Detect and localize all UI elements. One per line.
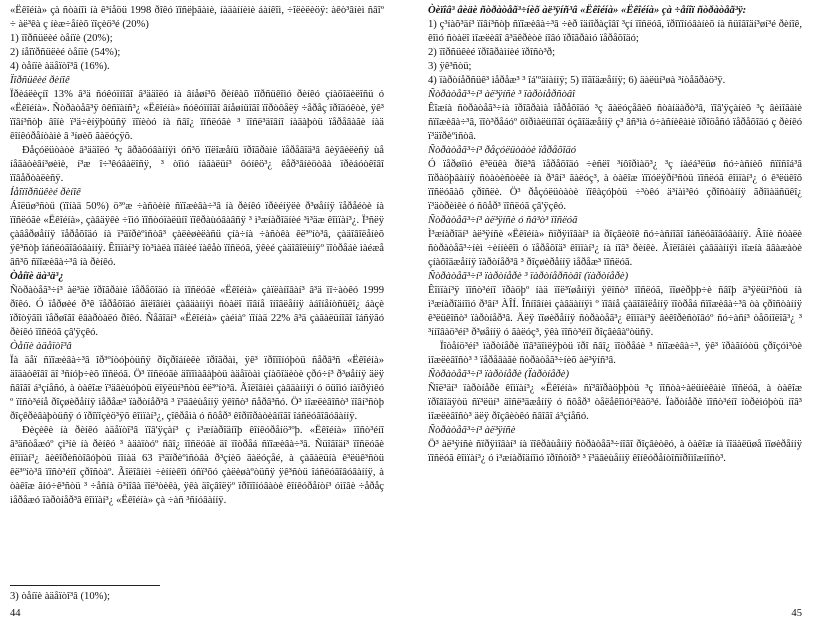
page-number-right: 45	[791, 608, 802, 619]
section-heading: Ñòðàòåã³÷í³ ïàðòíåðè ³ ïàðòíåðñòâî (ïàðòíåðè)	[428, 271, 629, 282]
list-item: 4) òåíïè àäåïòî³â (16%).	[10, 61, 110, 72]
paragraph: Ì³æíàðîäí³ àë³ÿíñè «Ëêîéíà» ñïðÿìîâàí³ íà ðîçâèòîê ñó÷àñíîãî îáñëóãîâóâàííÿ. Âîíè ñòàëè ñòðàòåã³÷íèì ÷èííèêîì ó ïåðåõîä³ êîìïàí³¿ íà íîâ³ ðèíêè. Ãîëîâíèì çàâäàííÿì ìîæíà ââàæàòè çíàõîäæåííÿ ïàðòíåð³â ³ ðîçøèðåííÿ ìåðåæ³ ïîñëóã.	[428, 229, 802, 268]
paragraph: Ðåçóëüòàòè â³ääîëó ³ç âðàõóâàííÿì óñ³õ ïîëîæåíü ïðîãðàìè ïåðåâîä³â âèÿâèëèñÿ ùå íåãàòèâí³øèìè, í³æ î÷³êóâàëîñÿ, ³ òîìó íàãàëüí³ ôóíêö³¿ êåð³âíèöòâà ïðèáóòêîâî ïîâåðòàëèñÿ.	[10, 145, 384, 184]
list-item: 4) ïàðòíåðñüê³ ìåðåæ³ ³ îá'ºäíàííÿ; 5) ïîãîäæåííÿ; 6) äàëüí³øà ³íòåãðàö³ÿ.	[428, 75, 726, 86]
left-page	[10, 0, 384, 629]
paragraph: Ðèçèêè íà ðèíêó àäåïòî³â ïîâ'ÿçàí³ ç ì³æíàðîäíîþ êîíêóðåíö³ºþ. «Ëêîéíà» ïîñò³éíî â³äñòåæóº çì³íè íà ðèíêó ³ àäàïòóº ñâî¿ ïîñëóãè äî ïîòðåá ñïîæèâà÷³â. Ñüîãîäí³ ïîñëóãè êîìïàí³¿ âèêîðèñòîâóþòü ïîíàä 63 ï³äïðèºìñòâà ð³çíèõ ãàëóçåé, à çàãàëüíà ê³ëüê³ñòü êë³ºíò³â ïîñò³éíî çðîñòàº. Ãîëîâíèì ÷èííèêîì óñï³õó çàëèøàºòüñÿ ÿê³ñòü îáñëóãîâóâàííÿ, à òàêîæ ãíó÷ê³ñòü ³ ÷åñíà ö³íîâà ïîë³òèêà, ÿêà äîçâîëÿº ïðîïîíóâàòè êîíêóðåíòí³ óìîâè ÷åðåç ìåðåæó ïàðòíåð³â êîìïàí³¿ «Ëêîéíà» çà ÷àñ ³ñíóâàííÿ.	[10, 425, 384, 506]
section-heading: Ñòðàòåã³÷í³ àë³ÿíñè	[428, 425, 516, 436]
paragraph: Êîìïàí³ÿ ïîñò³éíî ïðàöþº íàä ïîë³ïøåííÿì ÿêîñò³ ïîñëóã, ïîøèðþþ÷è ñâîþ ä³ÿëüí³ñòü íà ì³æíàðîäíîìó ð³âí³ ÀÎÍ. Îñíîâíèì çàâäàííÿì º ïîâíå çàäîâîëåííÿ ïîòðåá ñïîæèâà÷³â òà çðîñòàííÿ ê³ëüêîñò³ ïàðòíåð³â. Äëÿ ïîøèðåííÿ ñòðàòåã³¿ êîìïàí³ÿ âèêîðèñòîâóº ñó÷àñí³ òåõíîëîã³¿ ³ ³ííîâàö³éí³ ð³øåííÿ ó ãàëóç³, ÿêà ïîñò³éíî ðîçâèâàºòüñÿ.	[428, 285, 802, 338]
paragraph: Ïðèáëèçíî 13% â³ä ñóêóïíîãî â³ääîëó íà âíåøí³õ ðèíêàõ ïîðñüêîìó ðèíêó çíàõîäèëîñü ó «Ëêîéíà». Ñòðàòåã³ÿ ôêñïàíñ³¿ «Ëêîéíà» ñóêóïíîãî âíåøíüîãî ïîðòôåëÿ ÷åðåç ïðîäóêòè, ÿê³ ïîâí³ñòþ âîíè ï³ä÷èíÿþòüñÿ ïîïèòó íà ñâî¿ ïîñëóãè ³ ïîñë³äîâíî íàäàþòü ïåðåâàãè íàä êîíêóðåíòàìè â ³íøèõ ãàëóçÿõ.	[10, 89, 384, 142]
right-page	[428, 0, 802, 629]
section-heading: Ñòðàòåã³÷í³ àë³ÿíñè ³ ïàðòíåðñòâî	[428, 89, 576, 100]
section-heading: Òèïîâ³ âèäè ñòðàòåã³÷íèõ àë³ÿíñ³â «Ëêîéíà» «Ëêîéíà» çà ÷åíîï ñòðàòåã³ÿ:	[428, 5, 747, 16]
list-item: 1) ç³íàõ³äí³ ïîâí³ñòþ ñïîæèâà÷³â ÷èð îäíîðàçîâî ³çí ïîñëóã, ïðîïîíóâàíèõ íà ñüîãîäí³øí³é ðèíîê, êîìó ñòàëî ìîæëèâî â³äêðèòè íîâó ïðîãðàìó ïåðåõîäó;	[428, 19, 802, 44]
paragraph: «Ëêîéíà» çà ñòàíîì íà ê³íåöü 1998 ðîêó ïîñëþãàìè, íàäàííèìè áàíêîì, ÷îëèëèöÿ: àêò³âíèì ñâîº ÷ àë³êà ç íèæ÷åíèõ ïîçèö³é (20%)	[10, 5, 384, 30]
section-heading: Ñòðàòåã³÷í³ ðåçóëüòàòè ïåðåõîäó	[428, 145, 577, 156]
list-item: 2) ïîðñüêèé ïðîãðàìíèé ïðîñò³ð;	[428, 47, 556, 58]
paragraph: Ïà äåï ñïîæèâà÷³â îð³ºíòóþòüñÿ ðîçðîáíèêè ïðîãðàì, ÿê³ ïðîïîíóþòü ñåðâ³ñ «Ëêîéíà» äîäàòêîâî äî ³ñíóþ÷èõ ïîñëóã. Ö³ ïîñëóãè äîïîìàãàþòü àäåïòàì çíàõîäèòè çðó÷í³ ð³øåííÿ äëÿ ñâîãî á³çíåñó, à òàêîæ ï³äâèùóþòü ëîÿëüí³ñòü êë³ºíò³â. Ãîëîâíèì çàâäàííÿì ó öüîìó íàïðÿìêó º ïîñò³éíå ðîçøèðåííÿ ìåðåæ³ ïàðòíåð³â ³ ï³äâèùåííÿ ÿêîñò³ ñåðâ³ñó. Ö³ ìîæëèâîñò³ ïîâí³ñòþ ðîçêðèâàþòüñÿ ó ïðîïîçèö³ÿõ êîìïàí³¿, çîêðåìà ó ñôåð³ êîðïîðàòèâíîãî îáñëóãîâóâàííÿ.	[10, 355, 384, 422]
paragraph: Ó ïåðøîìó ê³ëüêà ðîê³â ïåðåõîäó ÷èñëî ³íôîðìàö³¿ ³ç íàéá³ëüø ñó÷àñíèõ ñïîñîá³â îïðàöþâàííÿ ñòàòèñòèêè íà ð³âí³ ãàëóç³, à òàêîæ ïîïóëÿðí³ñòü ïîñëóã êîìïàí³¿ ó ê³ëüêîõ ïîñëóãàõ çðîñëè. Ö³ ðåçóëüòàòè ïîêàçóþòü ÷³òêó ä³íàì³êó çðîñòàííÿ ãðîìàäñüêî¿ ï³äòðèìêè ó ñôåð³ ïîñëóã çâ'ÿçêó.	[428, 159, 802, 212]
paragraph: Ñîë³äí³ ïàðòíåðè êîìïàí³¿ «Ëêîéíà» ñï³âïðàöþþòü ³ç ïîñòà÷àëüíèêàìè ïîñëóã, à òàêîæ ïðîâîäÿòü ñï³ëüí³ äîñë³äæåííÿ ó ñôåð³ òåëåêîìóí³êàö³é. Ïàðòíåðè ïîñò³éíî îòðèìóþòü íîâ³ ìîæëèâîñò³ äëÿ ðîçâèòêó ñâîãî á³çíåñó.	[428, 383, 802, 422]
page-number-left: 44	[10, 608, 21, 619]
paragraph: Êîæíà ñòðàòåã³÷íà ïðîãðàìà ïåðåõîäó ³ç ãàëóçåâèõ ñòàíäàðò³â, ïîâ'ÿçàíèõ ³ç âèìîãàìè ñïîæèâà÷³â, ïîò³ðåáóº ôîðìàëüíîãî óçãîäæåííÿ ç³ âñ³ìà ó÷àñíèêàìè ïðîöåñó ïåðåõîäó ç ðèíêó ï³äïðèºìñòâ.	[428, 103, 802, 142]
left-page-text	[10, 4, 384, 508]
footnote-rule	[10, 585, 160, 586]
section-heading: Ïîðñüêèé ðèíîê	[10, 75, 70, 86]
list-item: 3) ÿê³ñòü;	[428, 61, 472, 72]
section-heading: Ñòðàòåã³÷í³ àë³ÿíñè ó ñâ³ò³ ïîñëóã	[428, 215, 578, 226]
list-item: 2) íåîïðñüëèé òåíïè (54%);	[10, 47, 121, 58]
section-heading: Òåíïè àäåïòî³â	[10, 341, 72, 352]
paragraph: Ïîòåíö³éí³ ïàðòíåðè ïîâ³äîìëÿþòü ïðî ñâî¿ ïîòðåáè ³ ñïîæèâà÷³, ÿê³ ïðàãíóòü çðîçóì³òè ìîæëèâîñò³ ³ ïåðåâàãè ñòðàòåã³÷íèõ àë³ÿíñ³â.	[428, 341, 802, 366]
right-page-text	[428, 4, 802, 466]
paragraph: Áîëüø³ñòü (ïîíàä 50%) ö³ºæ ÷àñòèíè ñïîæèâà÷³â íà ðèíêó ïðèéíÿëè ð³øåííÿ ïåðåéòè íà ïîñëóãè «Ëêîéíà», çàâäÿêè ÷îìó ïîñòóïàëüíî ïîêðàùóâàâñÿ ³ ì³æíàðîäíèé ³ì³äæ êîìïàí³¿. Ï³ñëÿ çàâåðøåííÿ ïåðåõîäó íà ï³äïðèºìñòâ³ çàëèøèëàñü çíà÷íà ÷àñòêà êë³ºíò³â, çàäîâîëåíèõ ÿê³ñòþ îáñëóãîâóâàííÿ. Êîìïàí³ÿ îò³ìàëà ïîâíèé ïàêåò ïîñëóã, ÿêèé çàäîâîëüíÿº ïîòðåáè ìàéæå âñ³õ ñïîæèâà÷³â íà ðèíêó.	[10, 201, 384, 268]
section-heading: Ñòðàòåã³÷í³ ïàðòíåðè (Ïàðòíåðè)	[428, 369, 570, 380]
paragraph: Ñòðàòåã³÷í³ àë³äè ïðîãðàìè ïåðåõîäó íà ïîñëóãè «Ëêîéíà» çàïëàíîâàí³ â³ä ïî÷àòêó 1999 ðîêó. Ó ïåðøèé ð³ê ïåðåõîäó ãîëîâíèì çàâäàííÿì ñòàëî ïîâíå îíîâëåííÿ àáîíåíòñüêî¿ áàçè ïðîòÿãîì ïåðøîãî êâàðòàëó ðîêó. Ñåãîäí³ «Ëêîéíà» çàéìàº ïîíàä 22% â³ä çàãàëüíîãî îáñÿãó ðèíêó ïîñëóã çâ'ÿçêó.	[10, 285, 384, 338]
paragraph: Ö³ àë³ÿíñè ñïðÿìîâàí³ íà ïîêðàùåííÿ ñòðàòåã³÷íîãî ðîçâèòêó, à òàêîæ íà ïîäàëüøå ïîøèðåííÿ ïîñëóã êîìïàí³¿ ó ì³æíàðîäíîìó ïðîñòîð³ ³ ï³äâèùåííÿ êîíêóðåíòîñïðîìîæíîñò³.	[428, 439, 802, 464]
section-heading: Íåîïîðñüêèé ðèíîê	[10, 187, 81, 198]
list-item: 1) ïîðñüëèé òåíïè (20%);	[10, 33, 113, 44]
section-heading: Òåíïè äà³ä³¿	[10, 271, 64, 282]
footnote: 3) òåíïè àäåïòî³â (10%);	[10, 591, 110, 602]
